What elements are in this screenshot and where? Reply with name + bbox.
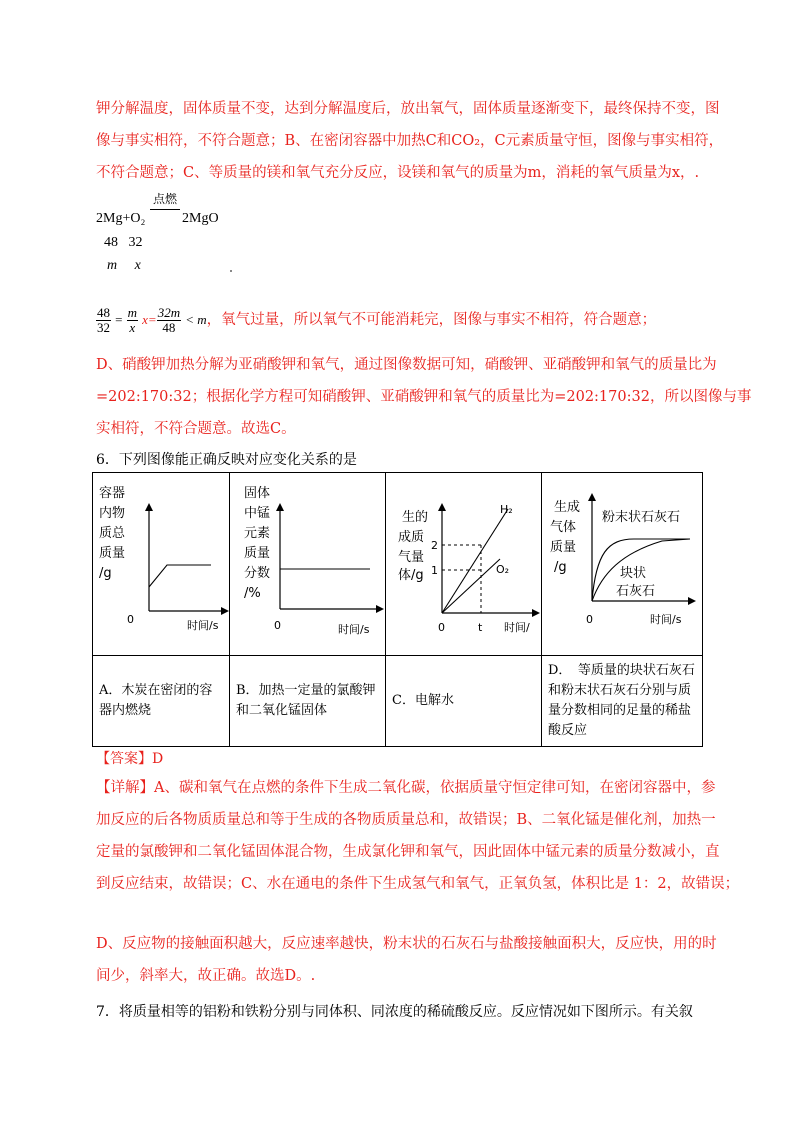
text-line: 定量的氯酸钾和二氧化锰固体混合物，生成氯化钾和氧气，因此固体中锰元素的质量分数减小，直 [96, 844, 720, 860]
y-tick: 2 [431, 539, 438, 552]
y-label: 成质 [398, 530, 425, 545]
y-label: 容器 [99, 486, 126, 501]
origin-label: 0 [586, 613, 593, 626]
y-label: /% [244, 586, 261, 601]
graph-c-cell [386, 473, 542, 656]
text-line: 钾分解温度，固体质量不变，达到分解温度后，放出氧气，固体质量逐渐变下，最终保持不变，图 [96, 101, 720, 117]
origin-label: 0 [438, 621, 445, 634]
molar-masses: 48 32 [104, 235, 143, 250]
series-line [149, 565, 211, 587]
option-b-caption: B．加热一定量的氯酸钾和二氧化锰固体 [230, 656, 386, 747]
text-line: =202:170:32；根据化学方程可知硝酸钾、亚硝酸钾和氧气的质量比为=202:170:32，所以图像与事 [96, 389, 752, 405]
x-arrow [688, 597, 696, 605]
option-c-caption: C．电解水 [386, 656, 542, 747]
y-label: 体/g [398, 568, 424, 583]
variables: m x [107, 258, 141, 273]
y-label: /g [99, 566, 112, 581]
graph-b-cell [230, 473, 386, 656]
text-line: D、反应物的接触面积越大，反应速率越快，粉末状的石灰石与盐酸接触面积大，反应快，用的时 [96, 936, 717, 952]
option-a-caption: A．木炭在密闭的容器内燃烧 [93, 656, 230, 747]
answer-label: 【答案】D [96, 751, 164, 767]
text-line: D、硝酸钾加热分解为亚硝酸钾和氧气，通过图像数据可知，硝酸钾、亚硝酸钾和氧气的质量比为 [96, 357, 717, 373]
y-label: 质量 [550, 540, 577, 555]
graph-d [542, 473, 702, 655]
question-6-stem: 6．下列图像能正确反映对应变化关系的是 [96, 452, 357, 468]
x-label: 时间/ [504, 621, 530, 634]
y-arrow [588, 493, 596, 501]
x-tick: t [478, 621, 483, 634]
y-label: 质量 [99, 546, 126, 561]
y-arrow [145, 503, 153, 511]
text-line: 【详解】A、碳和氧气在点燃的条件下生成二氧化碳，依据质量守恒定律可知，在密闭容器中，参 [96, 780, 716, 796]
x-arrow [221, 607, 229, 615]
y-label: 质总 [99, 526, 126, 541]
option-d-caption: D． 等质量的块状石灰石和粉末状石灰石分别与质量分数相同的足量的稀盐酸反应 [542, 656, 703, 747]
series-label: 块状 [620, 566, 647, 581]
y-label: 气量 [398, 550, 425, 565]
y-label: 固体 [244, 486, 271, 501]
dot [230, 270, 232, 272]
fraction-equation: $\frac{48}{32}$ = $\frac{m}{x}$ x= $\frac{32m}{48}$ < m，氧气过量，所以氧气不可能消耗完，图像与事实不相符，符合题意； [97, 305, 657, 335]
y-label: 气体 [550, 520, 577, 535]
origin-label: 0 [274, 619, 281, 632]
reactants: 2Mg+O₂ [96, 211, 146, 226]
x-arrow [376, 605, 384, 613]
series-label: 粉末状石灰石 [602, 510, 681, 525]
graph-b [230, 473, 385, 655]
text-line: 不符合题意；C、等质量的镁和氧气充分反应，设镁和氧气的质量为m，消耗的氧气质量为x，. [96, 165, 700, 181]
y-tick: 1 [431, 564, 438, 577]
graph-c [386, 473, 541, 655]
y-label: 内物 [99, 506, 126, 521]
graph-a [93, 473, 229, 655]
y-label: 分数 [244, 566, 271, 581]
x-label: 时间/s [338, 623, 370, 636]
y-label: 质量 [244, 546, 271, 561]
y-label: 生的 [402, 510, 429, 525]
series-label: H₂ [500, 503, 513, 516]
reaction-arrow [150, 209, 180, 210]
y-label: 中锰 [244, 506, 271, 521]
x-label: 时间/s [650, 613, 682, 626]
options-table [92, 472, 703, 747]
y-label: 元素 [244, 526, 271, 541]
text-line: 实相符，不符合题意。故选C。 [96, 421, 296, 437]
y-label: /g [554, 560, 567, 575]
question-7-stem: 7．将质量相等的铝粉和铁粉分别与同体积、同浓度的稀硫酸反应。反应情况如下图所示。有关叙 [96, 1004, 693, 1020]
text-line: 加反应的后各物质质量总和等于生成的各物质质量总和，故错误；B、二氧化锰是催化剂，加热一 [96, 812, 716, 828]
origin-label: 0 [127, 613, 134, 626]
text-line: 到反应结束，故错误；C、水在通电的条件下生成氢气和氧气，正氧负氢，体积比是 1：2，故错误； [96, 876, 740, 892]
reaction-condition: 点燃 [153, 192, 178, 206]
series-label: 石灰石 [616, 584, 656, 599]
text-line: 像与事实相符，不符合题意；B、在密闭容器中加热C和CO₂，C元素质量守恒，图像与事实相符， [96, 133, 724, 149]
x-label: 时间/s [187, 619, 219, 632]
graph-a-cell [93, 473, 230, 656]
series-label: O₂ [496, 563, 510, 576]
x-arrow [532, 609, 540, 617]
y-arrow [438, 503, 446, 511]
products: 2MgO [182, 211, 219, 226]
graph-d-cell [542, 473, 703, 656]
text-line: 间少，斜率大，故正确。故选D。. [96, 968, 316, 984]
y-arrow [276, 503, 284, 511]
y-label: 生成 [554, 500, 581, 515]
